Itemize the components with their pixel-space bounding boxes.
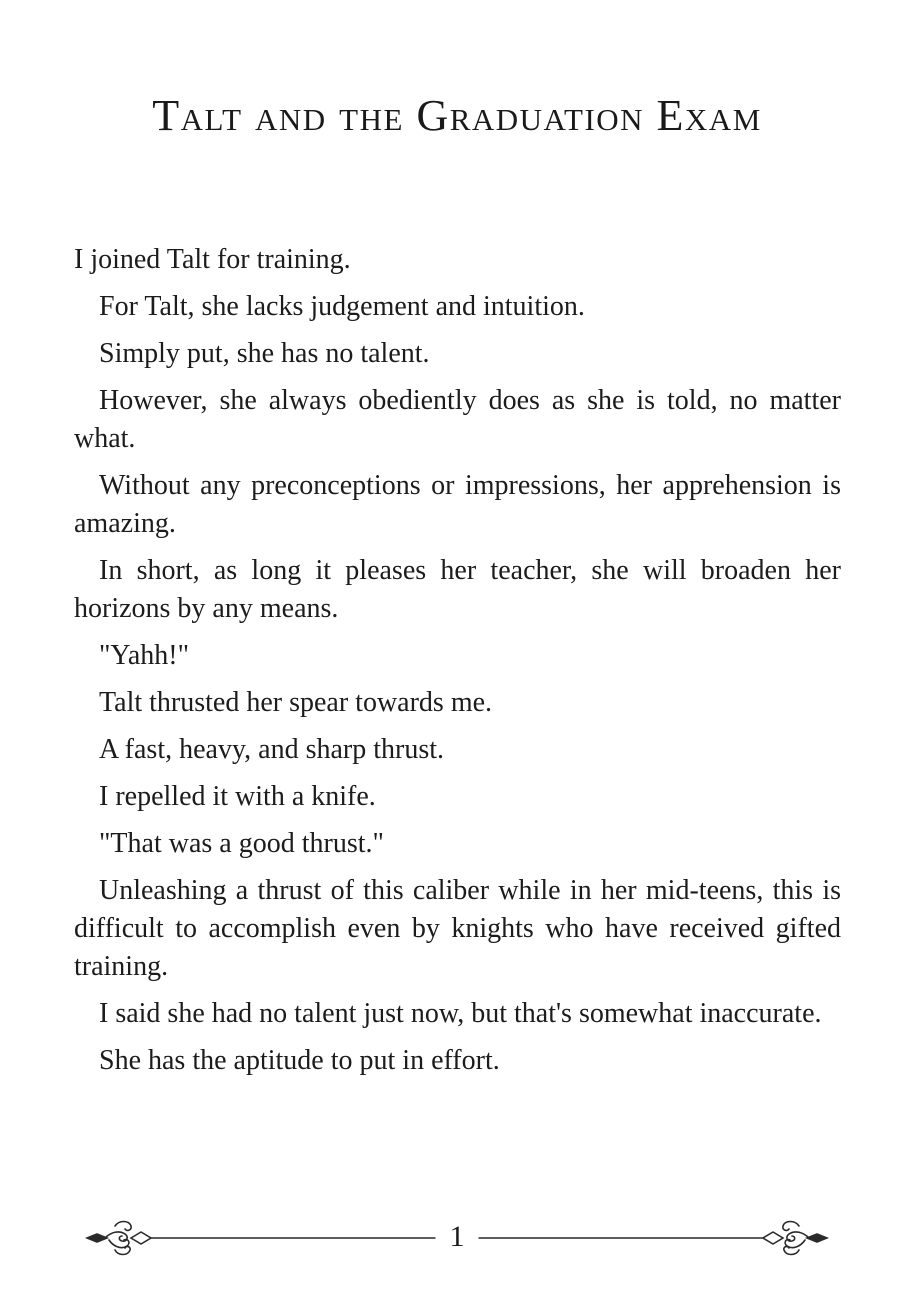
paragraph: I said she had no talent just now, but that's somewhat inaccurate. <box>99 998 822 1029</box>
paragraph: For Talt, she lacks judgement and intuition. <box>99 291 585 322</box>
paragraph: Unleashing a thrust of this caliber while in her mid-teens, this is difficult to accomplish even by knights who have received gifted training. <box>74 875 841 982</box>
paragraph: In short, as long it pleases her teacher, she will broaden her horizons by any means. <box>74 555 841 624</box>
paragraph: However, she always obediently does as she is told, no matter what. <box>74 385 841 454</box>
right-scroll-flourish-icon <box>479 1222 827 1255</box>
page-title: Talt and the Graduation Exam <box>152 91 762 140</box>
left-scroll-flourish-icon <box>87 1222 435 1255</box>
paragraph: "That was a good thrust." <box>99 828 384 859</box>
paragraph: I joined Talt for training. <box>74 244 351 275</box>
paragraph: She has the aptitude to put in effort. <box>99 1045 500 1076</box>
paragraph: Talt thrusted her spear towards me. <box>99 687 493 718</box>
chapter-body <box>74 241 841 1089</box>
paragraph: "Yahh!" <box>99 640 190 671</box>
paragraph: Without any preconceptions or impressions, her apprehension is amazing. <box>74 470 841 539</box>
page-footer <box>85 1212 829 1262</box>
page-number: 1 <box>449 1220 465 1253</box>
paragraph: Simply put, she has no talent. <box>99 338 430 369</box>
paragraph: I repelled it with a knife. <box>99 781 376 812</box>
paragraph: A fast, heavy, and sharp thrust. <box>99 734 444 765</box>
